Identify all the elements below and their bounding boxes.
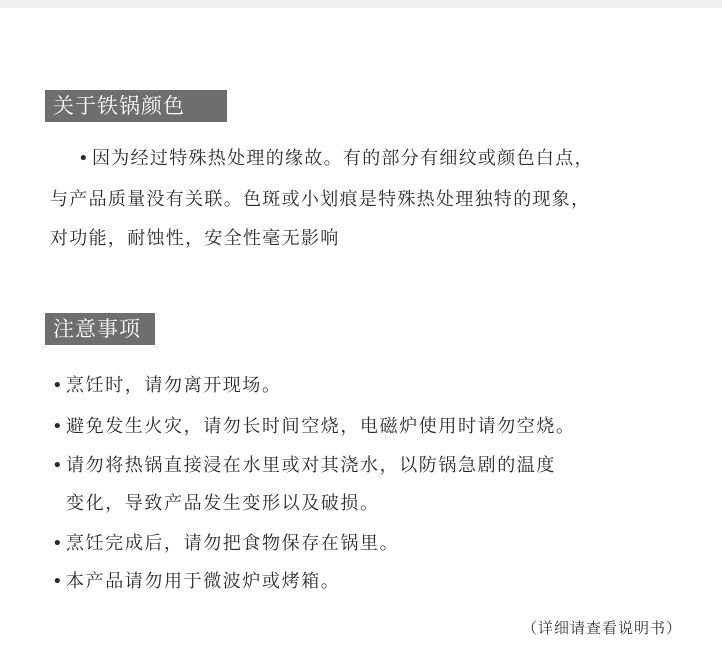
section-title-precautions: 注意事项 <box>45 313 155 345</box>
paragraph-line-1 <box>78 147 594 171</box>
list-item-continuation: 变化，导致产品发生变形以及破损。 <box>66 493 380 514</box>
list-item-text: 请勿将热锅直接浸在水里或对其浇水，以防锅急剧的温度 <box>66 455 556 476</box>
bullet-mark: • <box>52 533 65 554</box>
paragraph-line-3: 对功能，耐蚀性，安全性毫无影响 <box>50 228 340 249</box>
list-item <box>52 374 282 398</box>
list-item-text: 烹饪时，请勿离开现场。 <box>66 375 282 396</box>
bullet-mark: • <box>52 375 65 396</box>
list-item <box>52 532 399 556</box>
list-item-text: 本产品请勿用于微波炉或烤箱。 <box>66 571 341 592</box>
list-item-text: 避免发生火灾，请勿长时间空烧，电磁炉使用时请勿空烧。 <box>66 416 576 437</box>
bullet-mark: • <box>52 571 65 592</box>
list-item <box>52 570 340 594</box>
bullet-mark: • <box>78 148 90 169</box>
bullet-mark: • <box>52 416 65 437</box>
top-strip <box>0 0 722 8</box>
list-item-text: 烹饪完成后，请勿把食物保存在锅里。 <box>66 533 400 554</box>
list-item <box>52 454 556 478</box>
section-title-wok-color: 关于铁锅颜色 <box>45 90 227 122</box>
list-item <box>52 415 576 439</box>
bullet-mark: • <box>52 455 65 476</box>
paragraph-text: 因为经过特殊热处理的缘故。有的部分有细纹或颜色白点， <box>92 148 594 169</box>
paragraph-line-2: 与产品质量没有关联。色斑或小划痕是特殊热处理独特的现象， <box>50 189 591 210</box>
manual-reference-note: （详细请查看说明书） <box>521 619 682 637</box>
